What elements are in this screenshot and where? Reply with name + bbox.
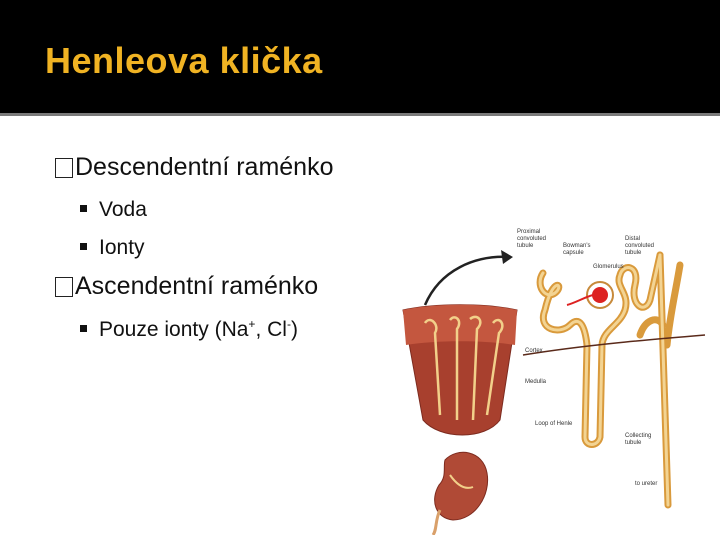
bullet-text: Ascendentní raménko bbox=[75, 272, 319, 300]
nephron-figure bbox=[395, 215, 710, 535]
label-glomerulus: Glomerulus bbox=[593, 264, 624, 270]
label-proximal-3: tubule bbox=[517, 243, 534, 249]
label-bowman-1: Bowman's bbox=[563, 243, 591, 249]
label-collecting-2: tubule bbox=[625, 440, 642, 446]
bullet-text: Descendentní raménko bbox=[75, 153, 334, 181]
label-cortex: Cortex bbox=[525, 348, 543, 354]
sub-bullet-text: Ionty bbox=[99, 236, 145, 259]
bullet-ascending-limb bbox=[55, 272, 318, 301]
label-to-ureter: to ureter bbox=[635, 481, 658, 487]
label-medulla: Medulla bbox=[525, 379, 547, 385]
label-proximal-2: convoluted bbox=[517, 236, 547, 242]
label-distal-3: tubule bbox=[625, 250, 642, 256]
sub-bullet-text-pre: Pouze ionty (Na bbox=[99, 318, 249, 341]
slide-title: Henleova klička bbox=[45, 40, 323, 81]
sub-bullet-ions-only bbox=[80, 317, 298, 342]
square-bullet-icon bbox=[80, 205, 87, 212]
bullet-marker-icon bbox=[55, 158, 73, 178]
bullet-descending-limb bbox=[55, 153, 333, 182]
sub-bullet-water bbox=[80, 198, 147, 222]
sub-bullet-text-mid: , Cl bbox=[255, 318, 287, 341]
label-distal-1: Distal bbox=[625, 236, 641, 242]
square-bullet-icon bbox=[80, 325, 87, 332]
sodium-charge: + bbox=[248, 317, 256, 331]
label-collecting-1: Collecting bbox=[625, 433, 652, 439]
label-loop-of-henle: Loop of Henle bbox=[535, 421, 573, 427]
arrow-head-icon bbox=[501, 250, 513, 264]
ureter bbox=[433, 510, 440, 535]
bullet-marker-icon bbox=[55, 277, 73, 297]
square-bullet-icon bbox=[80, 243, 87, 250]
title-bar bbox=[0, 0, 720, 113]
label-bowman-2: capsule bbox=[563, 250, 584, 256]
sub-bullet-text-post: ) bbox=[290, 318, 298, 341]
pointer-arrow bbox=[425, 257, 510, 305]
chloride-charge: - bbox=[286, 317, 291, 331]
label-proximal-1: Proximal bbox=[517, 229, 541, 235]
glomerulus bbox=[592, 287, 608, 303]
sub-bullet-ions bbox=[80, 236, 145, 260]
label-distal-2: convoluted bbox=[625, 243, 655, 249]
cortex-medulla-boundary bbox=[523, 335, 705, 355]
sub-bullet-text: Voda bbox=[99, 198, 147, 221]
